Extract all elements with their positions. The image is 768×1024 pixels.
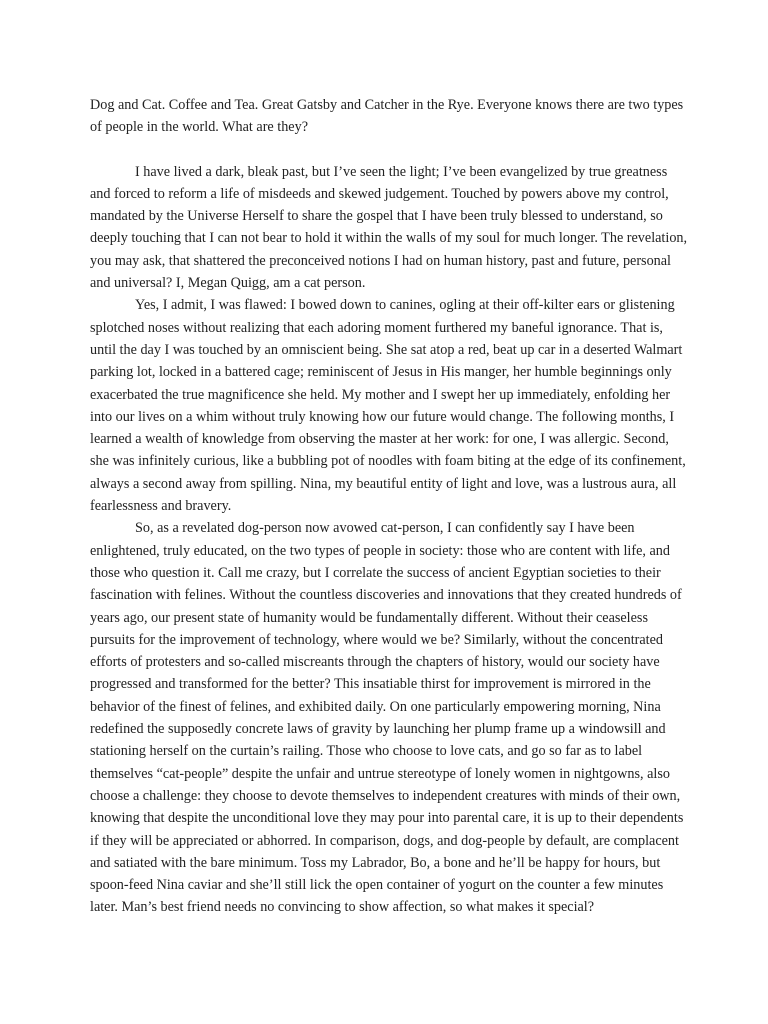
body-paragraph-2: Yes, I admit, I was flawed: I bowed down to canines, ogling at their off-kilter ears or glistening splotched noses without realizing that each adoring moment furthered my baneful ignorance. That is, until the day I was touched by an omniscient being. She sat atop a red, beat up car in a deserted Walmart parking lot, locked in a battered cage; reminiscent of Jesus in His manger, her humble beginnings only exacerbated the true magnificence she held. My mother and I swept her up immediately, enfolding her into our lives on a whim without truly knowing how our future would change. The following months, I learned a wealth of knowledge from observing the master at her work: for one, I was allergic. Second, she was infinitely curious, like a bubbling pot of noodles with foam biting at the edge of its confinement, always a second away from spilling. Nina, my beautiful entity of light and love, was a lustrous aura, all fearlessness and bravery. — [90, 297, 686, 515]
body-paragraph-1: I have lived a dark, bleak past, but I’ve seen the light; I’ve been evangelized by true greatness and forced to reform a life of misdeeds and skewed judgement. Touched by powers above my control, mandated by the Universe Herself to share the gospel that I have been truly blessed to understand, so deeply touching that I can not bear to hold it within the walls of my soul for much longer. The revelation, you may ask, that shattered the preconceived notions I had on human history, past and future, personal and universal? I, Megan Quigg, am a cat person. — [90, 163, 688, 292]
intro-paragraph: Dog and Cat. Coffee and Tea. Great Gatsby and Catcher in the Rye. Everyone knows there are two types of people in the world. What are they? — [90, 97, 684, 136]
document-page — [90, 94, 690, 919]
body-paragraph-3: So, as a revelated dog-person now avowed cat-person, I can confidently say I have been enlightened, truly educated, on the two types of people in society: those who are content with life, and those who question it. Call me crazy, but I correlate the success of ancient Egyptian societies to their fascination with felines. Without the countless discoveries and innovations that they created hundreds of years ago, our present state of humanity would be fundamentally different. Without their ceaseless pursuits for the improvement of technology, where would we be? Similarly, without the concentrated efforts of protesters and so-called miscreants through the chapters of history, would our society have progressed and transformed for the better? This insatiable thirst for improvement is mirrored in the behavior of the finest of felines, and exhibited daily. On one particularly empowering morning, Nina redefined the supposedly concrete laws of gravity by launching her plump frame up a windowsill and stationing herself on the curtain’s railing. Those who choose to love cats, and go so far as to label themselves “cat-people” despite the unfair and untrue stereotype of lonely women in nightgowns, also choose a challenge: they choose to devote themselves to independent creatures with minds of their own, knowing that despite the unconditional love they may pour into parental care, it is up to their dependents if they will be appreciated or abhorred. In comparison, dogs, and dog-people by default, are complacent and satiated with the bare minimum. Toss my Labrador, Bo, a bone and he’ll be happy for hours, but spoon-feed Nina caviar and she’ll still lick the open container of yogurt on the counter a few minutes later. Man’s best friend needs no convincing to show affection, so what makes it special? — [90, 520, 684, 916]
